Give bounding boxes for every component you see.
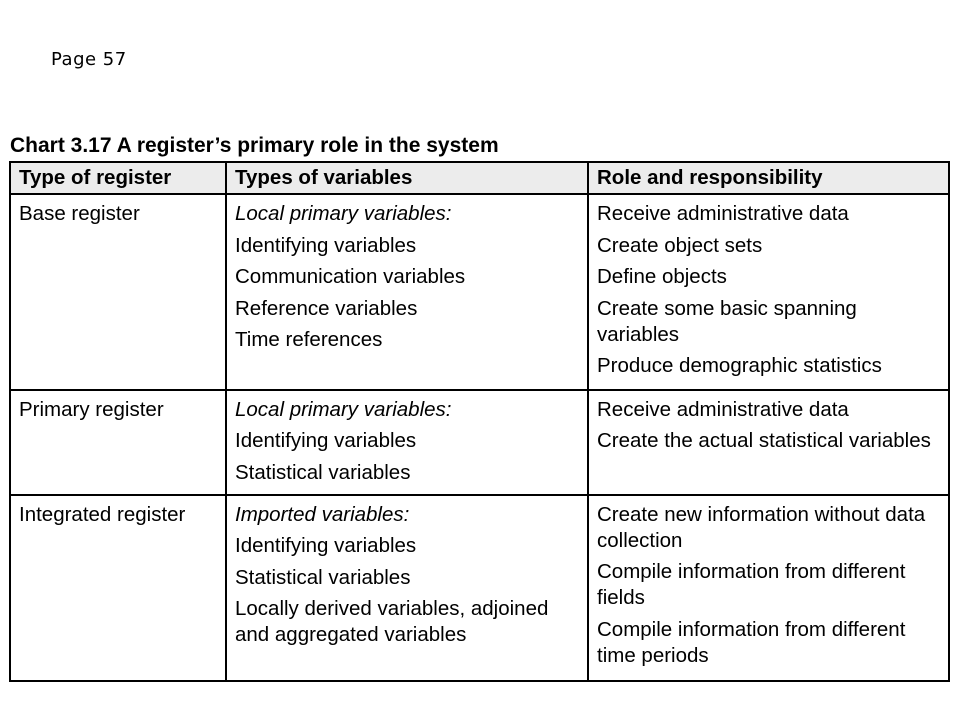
page-number: Page 57 xyxy=(51,49,127,70)
table-row xyxy=(10,495,949,681)
table-row xyxy=(10,194,949,390)
role-item: Create the actual statistical variables xyxy=(597,429,931,453)
variables-cell xyxy=(226,495,588,681)
header-types-of-variables: Types of variables xyxy=(226,162,588,194)
register-type: Base register xyxy=(19,202,140,225)
role-item: Produce demographic statistics xyxy=(597,354,882,377)
variables-cell xyxy=(226,390,588,495)
role-item: Create new information without data collection xyxy=(597,502,926,552)
role-item: Create object sets xyxy=(597,233,763,257)
roles-cell xyxy=(588,194,949,390)
role-item: Compile information from different fields xyxy=(597,560,906,610)
variables-heading: Imported variables: xyxy=(235,502,410,526)
variables-heading: Local primary variables: xyxy=(235,397,452,421)
roles-cell xyxy=(588,495,949,681)
variable-item: Identifying variables xyxy=(235,233,417,257)
role-item: Receive administrative data xyxy=(597,202,849,225)
role-item: Receive administrative data xyxy=(597,397,849,421)
register-type: Primary register xyxy=(19,397,164,421)
variables-cell xyxy=(226,194,588,390)
register-type-cell xyxy=(10,194,226,390)
table-row xyxy=(10,390,949,495)
variable-item: Reference variables xyxy=(235,296,418,320)
variables-heading: Local primary variables: xyxy=(235,202,452,225)
header-role-and-responsibility: Role and responsibility xyxy=(588,162,949,194)
register-type: Integrated register xyxy=(19,502,186,526)
variable-item: Communication variables xyxy=(235,265,466,288)
register-roles-table xyxy=(9,161,950,682)
register-type-cell xyxy=(10,495,226,681)
role-item: Compile information from different time periods xyxy=(597,617,906,667)
chart-title: Chart 3.17 A register’s primary role in the system xyxy=(10,134,499,157)
variable-item: Statistical variables xyxy=(235,565,411,589)
role-item: Define objects xyxy=(597,265,727,288)
register-type-cell xyxy=(10,390,226,495)
variable-item: Identifying variables xyxy=(235,534,417,558)
role-item: Create some basic spanning variables xyxy=(597,296,857,346)
variable-item: Identifying variables xyxy=(235,429,417,453)
roles-cell xyxy=(588,390,949,495)
header-type-of-register: Type of register xyxy=(10,162,226,194)
variable-item: Locally derived variables, adjoined and aggregated variables xyxy=(235,597,549,647)
variable-item: Time references xyxy=(235,328,383,351)
table-header-row xyxy=(10,162,949,194)
variable-item: Statistical variables xyxy=(235,460,411,484)
